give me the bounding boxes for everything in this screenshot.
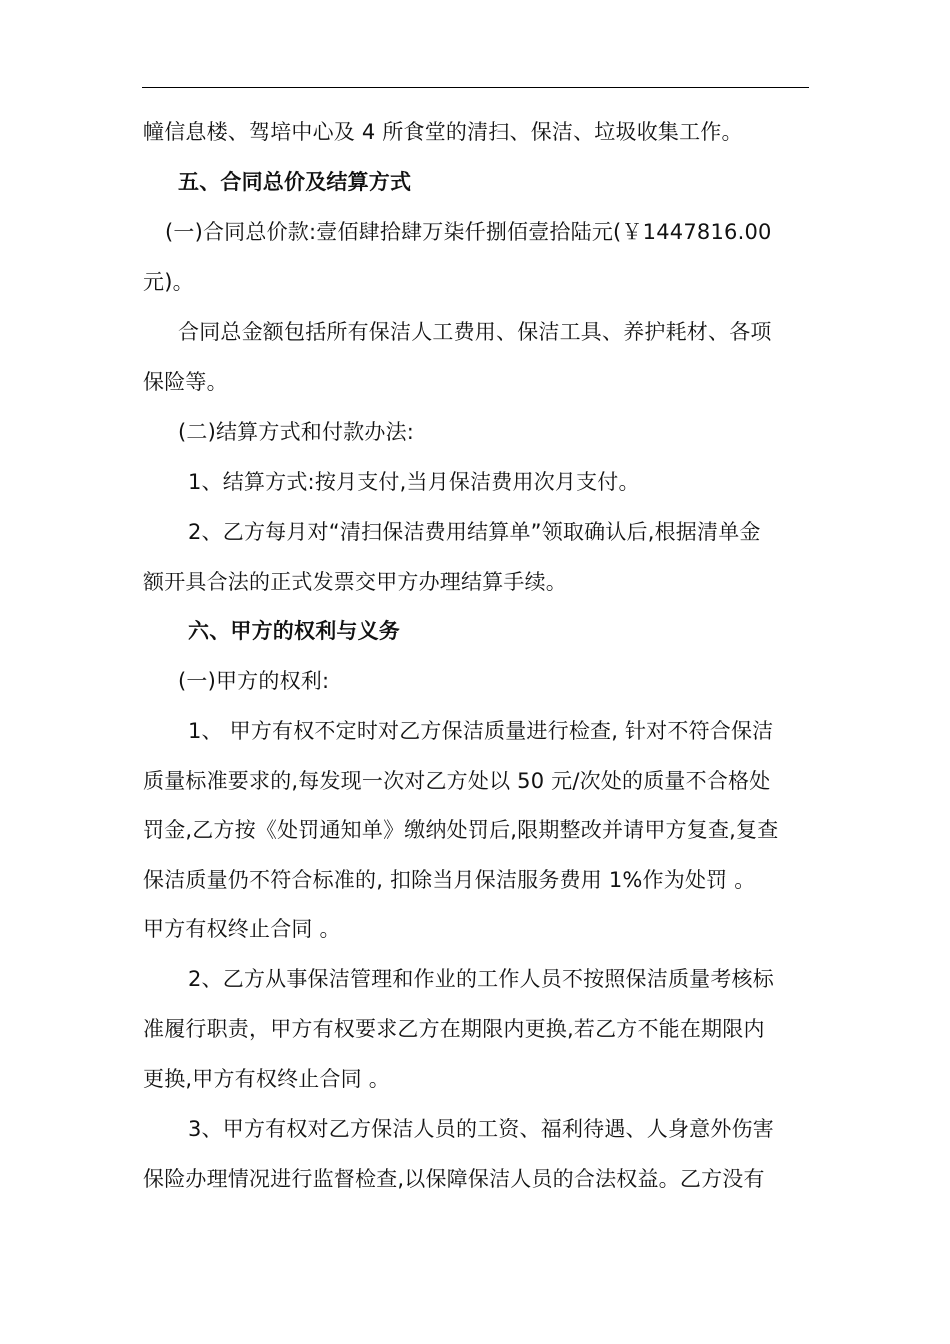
header-rule [142, 87, 809, 88]
body-text-line: 保洁质量仍不符合标准的, 扣除当月保洁服务费用 1%作为处罚 。 [143, 868, 756, 892]
body-text-line: (二)结算方式和付款办法: [178, 420, 415, 444]
body-text-line: (一)甲方的权利: [178, 669, 330, 693]
body-text-line: 保险办理情况进行监督检查,以保障保洁人员的合法权益。乙方没有 [143, 1167, 765, 1191]
body-text-line: 1、 甲方有权不定时对乙方保洁质量进行检查, 针对不符合保洁 [188, 719, 774, 743]
section-heading: 五、合同总价及结算方式 [178, 170, 412, 194]
body-text-line: 质量标准要求的,每发现一次对乙方处以 50 元/次处的质量不合格处 [143, 769, 771, 793]
body-text-line: 保险等。 [143, 370, 228, 394]
body-text-line: 3、甲方有权对乙方保洁人员的工资、福利待遇、人身意外伤害 [188, 1117, 774, 1141]
body-text-line: (一)合同总价款:壹佰肆拾肆万柒仟捌佰壹拾陆元(￥1447816.00 [165, 220, 772, 244]
body-text-line: 罚金,乙方按《处罚通知单》缴纳处罚后,限期整改并请甲方复查,复查 [143, 818, 779, 842]
body-text-line: 更换,甲方有权终止合同 。 [143, 1067, 390, 1091]
body-text-line: 合同总金额包括所有保洁人工费用、保洁工具、养护耗材、各项 [178, 320, 772, 344]
section-heading: 六、甲方的权利与义务 [188, 619, 400, 643]
body-text-line: 1、结算方式:按月支付,当月保洁费用次月支付。 [188, 470, 640, 494]
body-text-line: 幢信息楼、驾培中心及 4 所食堂的清扫、保洁、垃圾收集工作。 [143, 120, 743, 144]
body-text-line: 额开具合法的正式发票交甲方办理结算手续。 [143, 570, 567, 594]
body-text-line: 甲方有权终止合同 。 [143, 917, 341, 941]
body-text-line: 元)。 [143, 270, 194, 294]
body-text-line: 2、乙方从事保洁管理和作业的工作人员不按照保洁质量考核标 [188, 967, 774, 991]
body-text-line: 2、乙方每月对“清扫保洁费用结算单”领取确认后,根据清单金 [188, 520, 761, 544]
body-text-line: 准履行职责，甲方有权要求乙方在期限内更换,若乙方不能在期限内 [143, 1017, 765, 1041]
